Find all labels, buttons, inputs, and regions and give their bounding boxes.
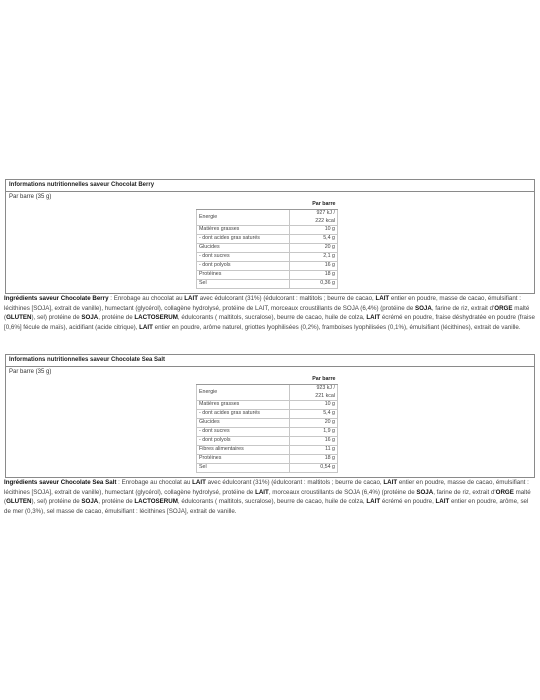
serving-size-sea-salt: Par barre (35 g)	[9, 369, 52, 375]
table-row: Glucides 20 g	[197, 419, 338, 428]
energy-value: 923 kJ / 221 kcal	[290, 385, 338, 401]
table-row: Fibres alimentaires 11 g	[197, 446, 338, 455]
table-row: Protéines 18 g	[197, 271, 338, 280]
table-row: - dont sucres 1,9 g	[197, 428, 338, 437]
table-row: - dont acides gras saturés 5,4 g	[197, 410, 338, 419]
table-row: Glucides 20 g	[197, 244, 338, 253]
table-row: - dont acides gras saturés 5,4 g	[197, 235, 338, 244]
table-row: - dont polyols 16 g	[197, 262, 338, 271]
table-row: Sel 0,54 g	[197, 464, 338, 473]
table-row	[197, 210, 338, 226]
table-row: Sel 0,36 g	[197, 280, 338, 289]
nutrition-header-sea-salt: Informations nutritionnelles saveur Chocolate Sea Salt	[6, 355, 534, 367]
table-row: Protéines 18 g	[197, 455, 338, 464]
nutrition-table-sea-salt	[196, 376, 338, 473]
serving-size-berry: Par barre (35 g)	[9, 194, 52, 200]
col-header: Par barre	[290, 201, 338, 210]
table-row: - dont polyols 16 g	[197, 437, 338, 446]
ingredients-sea-salt: Ingrédients saveur Chocolate Sea Salt : Enrobage au chocolat au LAIT avec édulcorant (31%) (édulcorant : maltitols ; beurre de cacao, LAIT entier en poudre, masse de cacao, émulsifiant : lécithines [SOJA], extrait de vanille), humectant (glycérol), collagène hydrolysé, protéine de LAIT, morceaux croustillants de SOJA (6,4%) (protéine de SOJA, farine de riz, extrait d'ORGE malté (GLUTEN), sel) protéine de SOJA, protéine de LACTOSERUM, édulcorants ( maltitols, sucralose), beurre de cacao, huile de colza, LAIT écrémé en poudre, LAIT entier en poudre, arôme, sel de mer (0,3%), sel masse de cacao, émulsifiant : lécithines [SOJA], extrait de vanille.	[4, 479, 531, 516]
table-row: Matières grasses 10 g	[197, 401, 338, 410]
nutrition-header-berry: Informations nutritionnelles saveur Chocolat Berry	[6, 180, 534, 192]
row-label: Energie	[197, 385, 290, 401]
ingredients-berry: Ingrédients saveur Chocolate Berry : Enrobage au chocolat au LAIT avec édulcorant (31%) (édulcorant : maltitols ; beurre de cacao, LAIT entier en poudre, masse de cacao, émulsifiant : lécithines [SOJA], extrait de vanille), humectant (glycérol), collagène hydrolysé, protéine de LAIT, morceaux croustillants de SOJA (6,4%) (protéine de SOJA, farine de riz, extrait d'ORGE malté (GLUTEN), sel) protéine de SOJA, protéine de LACTOSERUM, édulcorants ( maltitols, sucralose), beurre de cacao, huile de colza, LAIT écrémé en poudre, fraise déshydratée en poudre (fraise [0,6%] fécule de maïs), acidifiant (acide citrique), LAIT entier en poudre, arôme naturel, griottes lyophilisées (0,2%), framboises lyophilisées (0,1%), émulsifiant (lécithines), extrait de vanille.	[4, 295, 535, 332]
row-label: Energie	[197, 210, 290, 226]
table-row: Matières grasses 10 g	[197, 226, 338, 235]
table-row: - dont sucres 2,1 g	[197, 253, 338, 262]
col-header: Par barre	[290, 376, 338, 385]
energy-value: 927 kJ / 222 kcal	[290, 210, 338, 226]
table-row	[197, 385, 338, 401]
nutrition-table-berry	[196, 201, 338, 289]
